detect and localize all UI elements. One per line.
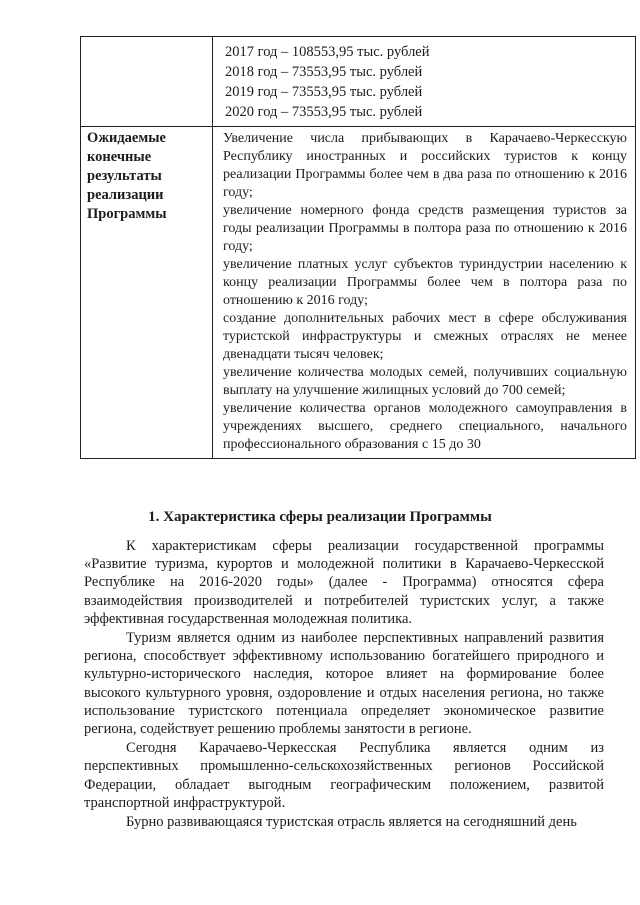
results-label-line: реализации (87, 187, 164, 203)
body-paragraph: Туризм является одним из наиболее перспективных направлений развития региона, способствует эффективному использованию богатейшего природного и культурно-исторического наследия, которое влияет на формирование более высокого культурного уровня, оздоровление и отдых населения региона, но также использование туристского потенциала определяет экономическое развитие региона, содействует решению проблемы занятости в регионе. (84, 630, 604, 738)
section-heading: 1. Характеристика сферы реализации Программы (148, 509, 492, 525)
results-label (81, 127, 212, 224)
budget-year-line: 2020 год – 73553,95 тыс. рублей (225, 104, 423, 120)
result-item: увеличение количества органов молодежного самоуправления в учреждениях высшего, среднего специального, начального профессионального образования с 15 до 30 (223, 401, 627, 452)
budget-years-cell (213, 37, 636, 127)
result-item: увеличение платных услуг субъектов туриндустрии населению к концу реализации Программы более чем в полтора раза по отношению к 2016 году; (223, 257, 627, 308)
results-label-line: Ожидаемые (87, 130, 166, 146)
body-paragraph: Сегодня Карачаево-Черкесская Республика является одним из перспективных промышленно-сельскохозяйственных регионов Российской Федерации, обладает выгодным географическим положением, развитой транспортной инфраструктурой. (84, 740, 604, 811)
results-label-line: конечные (87, 149, 152, 165)
results-label-line: результаты (87, 168, 162, 184)
budget-year-line: 2019 год – 73553,95 тыс. рублей (225, 84, 423, 100)
budget-year-line: 2018 год – 73553,95 тыс. рублей (225, 64, 423, 80)
results-label-line: Программы (87, 206, 167, 222)
section-body (84, 537, 604, 832)
result-item: Увеличение числа прибывающих в Карачаево-Черкесскую Республику иностранных и российских туристов к концу реализации Программы более чем в два раза по отношению к 2016 году; (223, 131, 627, 200)
results-label-cell (81, 127, 213, 459)
budget-year-line: 2017 год – 108553,95 тыс. рублей (225, 44, 430, 60)
empty-label-cell (81, 37, 213, 127)
body-paragraph: Бурно развивающаяся туристская отрасль является на сегодняшний день (126, 814, 577, 831)
result-item: увеличение номерного фонда средств размещения туристов за годы реализации Программы в полтора раза по отношению к 2016 году; (223, 203, 627, 254)
results-value-cell (213, 127, 636, 459)
body-paragraph: К характеристикам сферы реализации государственной программы «Развитие туризма, курортов и молодежной политики в Карачаево-Черкесской Республике на 2016-2020 годы» (далее - Программа) относятся сфера взаимодействия производителей и потребителей туристских услуг, а также эффективная государственная молодежная политика. (84, 538, 604, 627)
table-row (81, 127, 636, 459)
table-row (81, 37, 636, 127)
result-item: увеличение количества молодых семей, получивших социальную выплату на улучшение жилищных условий до 700 семей; (223, 365, 627, 398)
program-passport-table (80, 36, 636, 459)
result-item: создание дополнительных рабочих мест в сфере обслуживания туристской инфраструктуры и смежных отраслях не менее двенадцати тысяч человек; (223, 311, 627, 362)
